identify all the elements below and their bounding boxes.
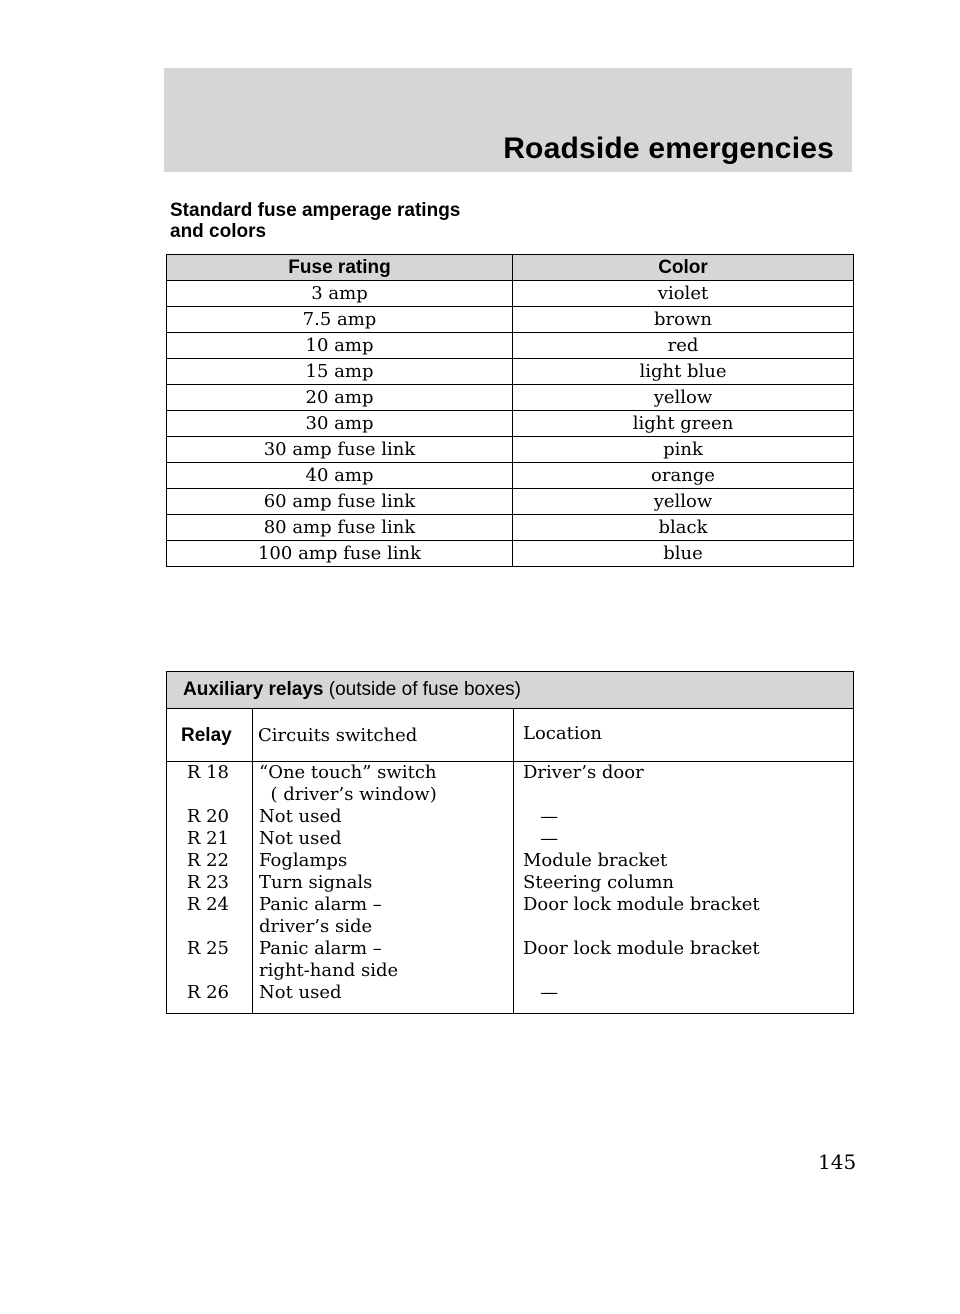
fuse-color-cell: orange [513, 463, 854, 489]
fuse-rating-cell: 3 amp [167, 281, 513, 307]
fuse-rating-cell: 30 amp [167, 411, 513, 437]
fuse-rating-cell: 20 amp [167, 385, 513, 411]
relay-id-cell: R 25 [186, 938, 229, 959]
table-row [167, 333, 854, 359]
column-divider [513, 709, 514, 1013]
fuse-rating-cell: 100 amp fuse link [167, 541, 513, 567]
page-number: 145 [818, 1150, 857, 1174]
fuse-color-cell: yellow [513, 385, 854, 411]
fuse-table-header-row [167, 255, 854, 281]
fuse-rating-cell: 80 amp fuse link [167, 515, 513, 541]
column-divider [252, 709, 253, 1013]
fuse-color-cell: violet [513, 281, 854, 307]
fuse-rating-cell: 15 amp [167, 359, 513, 385]
relay-location-cell: Steering column [523, 872, 674, 893]
relay-id-cell: R 21 [186, 828, 229, 849]
fuse-color-cell: light green [513, 411, 854, 437]
fuse-color-cell: light blue [513, 359, 854, 385]
relay-location-cell: Door lock module bracket [523, 938, 760, 959]
relay-id-cell: R 26 [186, 982, 229, 1003]
relay-id-cell: R 22 [186, 850, 229, 871]
relay-circuit-cell: Panic alarm – right-hand side [259, 938, 399, 981]
relay-circuit-cell: Not used [259, 828, 342, 849]
relay-location-cell: Door lock module bracket [523, 894, 760, 915]
relay-table-title [167, 672, 853, 709]
relay-id-cell: R 20 [186, 806, 229, 827]
relay-circuit-cell: Not used [259, 806, 342, 827]
fuse-rating-cell: 10 amp [167, 333, 513, 359]
relay-location-cell: Module bracket [523, 850, 668, 871]
relay-id-cell: R 24 [186, 894, 229, 915]
relay-circuit-cell: Panic alarm – driver’s side [259, 894, 382, 937]
fuse-color-cell: pink [513, 437, 854, 463]
relay-circuit-cell: “One touch” switch ( driver’s window) [259, 762, 437, 805]
column-header-circuits: Circuits switched [258, 725, 418, 746]
column-header-relay: Relay [181, 725, 232, 746]
relay-location-cell: — [523, 806, 559, 827]
column-header-color: Color [513, 255, 854, 281]
fuse-color-cell: yellow [513, 489, 854, 515]
table-row [167, 411, 854, 437]
relay-id-cell: R 18 [186, 762, 229, 783]
page-title: Roadside emergencies [503, 132, 834, 165]
fuse-rating-cell: 40 amp [167, 463, 513, 489]
fuse-rating-cell: 30 amp fuse link [167, 437, 513, 463]
relay-location-cell: — [523, 982, 559, 1003]
fuse-color-cell: blue [513, 541, 854, 567]
table-row [167, 541, 854, 567]
fuse-color-cell: red [513, 333, 854, 359]
relay-circuit-cell: Turn signals [259, 872, 373, 893]
column-header-location: Location [523, 723, 603, 744]
fuse-rating-cell: 60 amp fuse link [167, 489, 513, 515]
fuse-color-cell: black [513, 515, 854, 541]
table-row [167, 385, 854, 411]
fuse-rating-table [166, 254, 854, 567]
table-row [167, 437, 854, 463]
auxiliary-relays-table [166, 671, 854, 1014]
fuse-section-title-line2: and colors [170, 221, 267, 242]
table-row [167, 359, 854, 385]
table-row [167, 307, 854, 333]
header-band [164, 68, 852, 172]
relay-id-cell: R 23 [186, 872, 229, 893]
column-header-fuse-rating: Fuse rating [167, 255, 513, 281]
table-row [167, 489, 854, 515]
relay-location-cell: Driver’s door [523, 762, 644, 783]
relay-location-cell: — [523, 828, 559, 849]
relay-circuit-cell: Foglamps [259, 850, 348, 871]
table-row [167, 515, 854, 541]
relay-circuit-cell: Not used [259, 982, 342, 1003]
table-row [167, 463, 854, 489]
fuse-color-cell: brown [513, 307, 854, 333]
fuse-rating-cell: 7.5 amp [167, 307, 513, 333]
relay-title-bold: Auxiliary relays [183, 679, 324, 700]
fuse-section-title-line1: Standard fuse amperage ratings [170, 200, 461, 221]
fuse-section-title [170, 200, 530, 242]
table-row [167, 281, 854, 307]
relay-title-rest: (outside of fuse boxes) [323, 679, 521, 700]
